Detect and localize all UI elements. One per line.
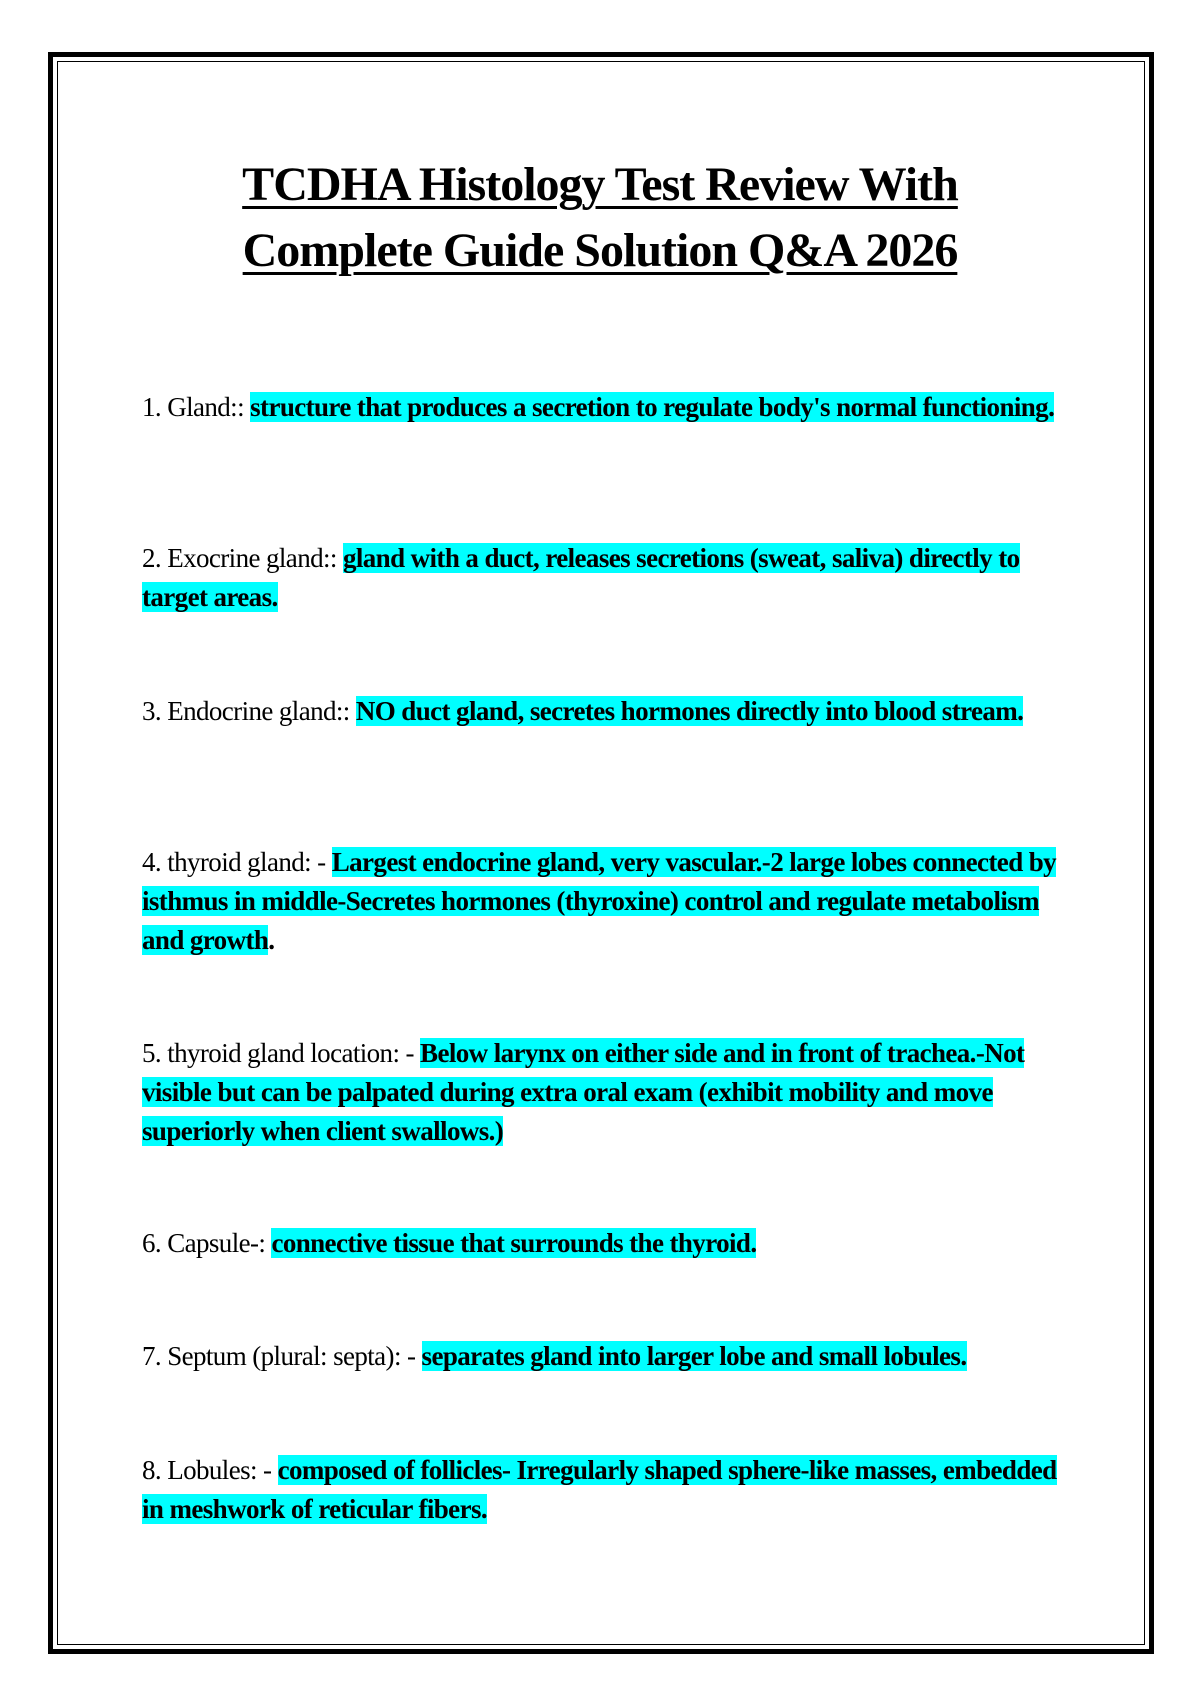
question-text: 7. Septum (plural: septa): - [142, 1341, 422, 1371]
answer-text: NO duct gland, secretes hormones directly into blood stream. [355, 696, 1024, 726]
question-text: 5. thyroid gland location: - [142, 1038, 421, 1068]
question-text: 1. Gland:: [142, 392, 251, 422]
answer-text: composed of follicles- Irregularly shaped sphere-like masses, embedded in meshwork of reticular fibers. [142, 1455, 1057, 1524]
qa-item-6 [142, 1224, 1082, 1263]
qa-item-1 [142, 388, 1082, 427]
answer-text: separates gland into larger lobe and small lobules. [421, 1341, 967, 1371]
title-line-2: Complete Guide Solution Q&A 2026 [242, 224, 958, 277]
answer-text: Below larynx on either side and in front of trachea.-Not visible but can be palpated during extra oral exam (exhibit mobility and move superiorly when client swallows.) [142, 1038, 1025, 1146]
question-text: 4. thyroid gland: - [142, 847, 332, 877]
answer-text: structure that produces a secretion to regulate body's normal functioning. [250, 392, 1055, 422]
question-text: 6. Capsule-: [142, 1228, 272, 1258]
qa-item-4 [142, 843, 1082, 960]
question-text: 2. Exocrine gland:: [142, 543, 343, 573]
document-title [100, 152, 1100, 284]
question-text: 3. Endocrine gland:: [142, 696, 356, 726]
title-line-1: TCDHA Histology Test Review With [242, 158, 958, 211]
qa-item-7 [142, 1337, 1082, 1376]
qa-item-8 [142, 1451, 1082, 1529]
qa-item-5 [142, 1034, 1082, 1151]
answer-tail: . [268, 925, 275, 955]
qa-item-2 [142, 539, 1082, 617]
question-text: 8. Lobules: - [142, 1455, 278, 1485]
qa-item-3 [142, 692, 1082, 731]
answer-text: Largest endocrine gland, very vascular.-2 large lobes connected by isthmus in middle-Secretes hormones (thyroxine) control and regulate metabolism and growth [142, 847, 1057, 955]
answer-text: gland with a duct, releases secretions (sweat, saliva) directly to target areas. [142, 543, 1020, 612]
answer-text: connective tissue that surrounds the thyroid. [271, 1228, 757, 1258]
